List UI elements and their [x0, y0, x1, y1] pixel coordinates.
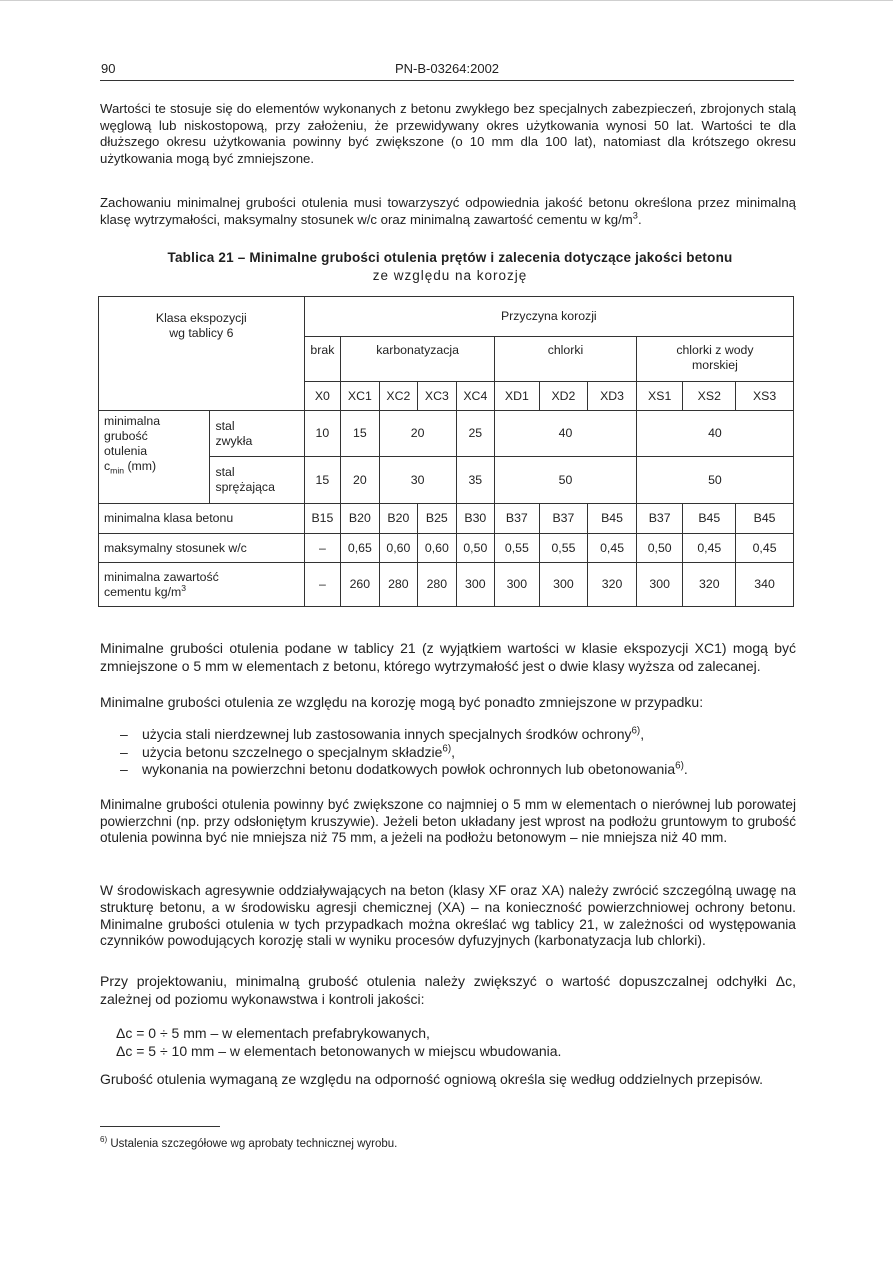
paragraph-fire-resistance: Grubość otulenia wymaganą ze względu na odporność ogniową określa się według oddzielnych przepisów.	[100, 1071, 764, 1087]
paragraph-design-tolerance: Przy projektowaniu, minimalną grubość otulenia należy zwiększyć o wartość dopuszczalnej odchyłki Δc, zależnej od poziomu wykonawstwa i kontroli jakości:	[100, 973, 796, 1007]
scan-edge	[0, 0, 893, 4]
cover-value: 15	[341, 411, 379, 457]
table-cell: B15	[304, 504, 340, 534]
cover-value: 40	[495, 411, 637, 457]
table-cell: 320	[683, 563, 736, 607]
cover-value: 35	[456, 457, 494, 504]
paragraph-cover-further-reduction: Minimalne grubości otulenia ze względu na korozję mogą być ponadto zmniejszone w przypadku:	[100, 694, 704, 710]
formula-prefabricated: Δc = 0 ÷ 5 mm – w elementach prefabrykowanych,	[116, 1025, 430, 1041]
paragraph-cover-increase: Minimalne grubości otulenia powinny być zwiększone co najmniej o 5 mm w elementach o nierównej lub porowatej powierzchni (np. przy odsłoniętym kruszywie). Jeżeli beton układany jest wprost na podłożu gruntowym to grubość otulenia powinna być nie mniejsza niż 75 mm, a jeżeli na podłożu betonowym – nie mniejsza niż 40 mm.	[100, 797, 796, 845]
table-cell: 0,65	[341, 534, 379, 563]
cover-value: 50	[636, 457, 793, 504]
table-cell: B25	[418, 504, 456, 534]
cmin-label: $c_{min}$ (mm)	[104, 459, 157, 476]
table-cell: 0,60	[418, 534, 456, 563]
list-item: – wykonania na powierzchni betonu dodatkowych powłok ochronnych lub obetonowania$^{6)}$.	[120, 760, 688, 777]
table-caption-line1: Tablica 21 – Minimalne grubości otulenia prętów i zalecenia dotyczące jakości betonu	[167, 250, 733, 265]
plain-steel-label: stal zwykła	[210, 411, 304, 457]
exposure-class-header: Klasa ekspozycji wg tablicy 6	[99, 297, 305, 411]
class-cell: XC2	[379, 382, 417, 411]
table-cell: B20	[379, 504, 417, 534]
table-cell: 300	[539, 563, 588, 607]
cover-value: 50	[495, 457, 637, 504]
cover-value: 10	[304, 411, 340, 457]
table-cell: B37	[636, 504, 683, 534]
cover-value: 20	[341, 457, 379, 504]
list-item: – użycia stali nierdzewnej lub zastosowania innych specjalnych środków ochrony$^{6)}$,	[120, 725, 645, 742]
table-cell: B30	[456, 504, 494, 534]
tolerance-formulas	[116, 1025, 716, 1060]
table-cell: –	[304, 563, 340, 607]
paragraph-concrete-quality: Zachowaniu minimalnej grubości otulenia musi towarzyszyć odpowiednia jakość betonu określona przez minimalną klasę wytrzymałości, maksymalny stosunek w/c oraz minimalną zawartość cementu w $kg/m^3$.	[100, 195, 796, 227]
table-21	[98, 296, 794, 607]
cover-value: 15	[304, 457, 340, 504]
concrete-class-label: minimalna klasa betonu	[99, 504, 305, 534]
standard-id: PN-B-03264:2002	[394, 61, 500, 76]
page-header	[100, 58, 794, 81]
paragraph-cover-reduction: Minimalne grubości otulenia podane w tablicy 21 (z wyjątkiem wartości w klasie ekspozycji XC1) mogą być zmniejszone o 5 mm w elementach z betonu, którego wytrzymałość jest o dwie klasy wyższa od zalecanej.	[100, 640, 796, 674]
group-carbonation: karbonatyzacja	[341, 337, 495, 382]
table-cell: 260	[341, 563, 379, 607]
group-chlorides: chlorki	[495, 337, 637, 382]
class-cell: X0	[304, 382, 340, 411]
table-cell: 0,60	[379, 534, 417, 563]
class-cell: XS3	[736, 382, 794, 411]
table-cell: B37	[539, 504, 588, 534]
footnote-divider	[100, 1126, 220, 1127]
table-cell: B20	[341, 504, 379, 534]
table-cell: 320	[588, 563, 637, 607]
table-cell: B37	[495, 504, 540, 534]
class-cell: XS1	[636, 382, 683, 411]
class-cell: XC4	[456, 382, 494, 411]
table-cell: 0,45	[683, 534, 736, 563]
table-cell: B45	[736, 504, 794, 534]
table-cell: 0,55	[539, 534, 588, 563]
group-seawater-chlorides: chlorki z wody morskiej	[636, 337, 793, 382]
table-cell: 0,45	[588, 534, 637, 563]
footnote: $^{6)}$ Ustalenia szczegółowe wg aprobaty technicznej wyrobu.	[100, 1135, 398, 1150]
group-none: brak	[304, 337, 340, 382]
table-cell: 280	[379, 563, 417, 607]
table-cell: 300	[456, 563, 494, 607]
table-cell: 0,55	[495, 534, 540, 563]
bullet-list	[120, 726, 780, 779]
table-cell: B45	[683, 504, 736, 534]
class-cell: XC1	[341, 382, 379, 411]
formula-cast-in-place: Δc = 5 ÷ 10 mm – w elementach betonowanych w miejscu wbudowania.	[116, 1042, 562, 1059]
table-cell: 280	[418, 563, 456, 607]
paragraph-service-life: Wartości te stosuje się do elementów wykonanych z betonu zwykłego bez specjalnych zabezpieczeń, zbrojonych stalą węglową lub niskostopową, przy założeniu, że przewidywany okres użytkowania wynosi 50 lat. Wartości te dla dłuższego okresu użytkowania powinny być zwiększone (o 10 mm dla 100 lat), natomiast dla krótszego okresu użytkowania mogą być zmniejszone.	[100, 101, 796, 166]
corrosion-cause-header: Przyczyna korozji	[304, 297, 793, 337]
table-cell: 0,50	[456, 534, 494, 563]
table-cell: B45	[588, 504, 637, 534]
table-cell: 340	[736, 563, 794, 607]
table-cell: 0,45	[736, 534, 794, 563]
page-number: 90	[101, 61, 116, 76]
class-cell: XD3	[588, 382, 637, 411]
cover-label: minimalna grubość otulenia $c_{min}$ (mm)	[99, 411, 210, 504]
table-cell: 300	[495, 563, 540, 607]
class-cell: XD2	[539, 382, 588, 411]
wc-ratio-label: maksymalny stosunek w/c	[99, 534, 305, 563]
list-item: – użycia betonu szczelnego o specjalnym składzie$^{6)}$,	[120, 742, 455, 760]
table-cell: 300	[636, 563, 683, 607]
cover-value: 30	[379, 457, 456, 504]
cover-value: 25	[456, 411, 494, 457]
prestressed-steel-label: stal sprężająca	[210, 457, 304, 504]
table-caption	[120, 249, 780, 285]
cement-content-label: minimalna zawartość cementu $kg/m^3$	[99, 563, 305, 607]
cover-value: 20	[379, 411, 456, 457]
cover-value: 40	[636, 411, 793, 457]
class-cell: XC3	[418, 382, 456, 411]
class-cell: XS2	[683, 382, 736, 411]
table-cell: 0,50	[636, 534, 683, 563]
table-caption-line2: ze względu na korozję	[372, 268, 528, 283]
table-cell: –	[304, 534, 340, 563]
class-cell: XD1	[495, 382, 540, 411]
paragraph-aggressive-environment: W środowiskach agresywnie oddziaływających na beton (klasy XF oraz XA) należy zwrócić szczególną uwagę na strukturę betonu, a w środowisku agresji chemicznej (XA) – na konieczność powierzchniowej ochrony betonu. Minimalne grubości otulenia w tych przypadkach można określać wg tablicy 21, w zależności od występowania czynników powodujących korozję stali w wyniku procesów dyfuzyjnych (karbonatyzacja lub chlorki).	[100, 883, 796, 949]
